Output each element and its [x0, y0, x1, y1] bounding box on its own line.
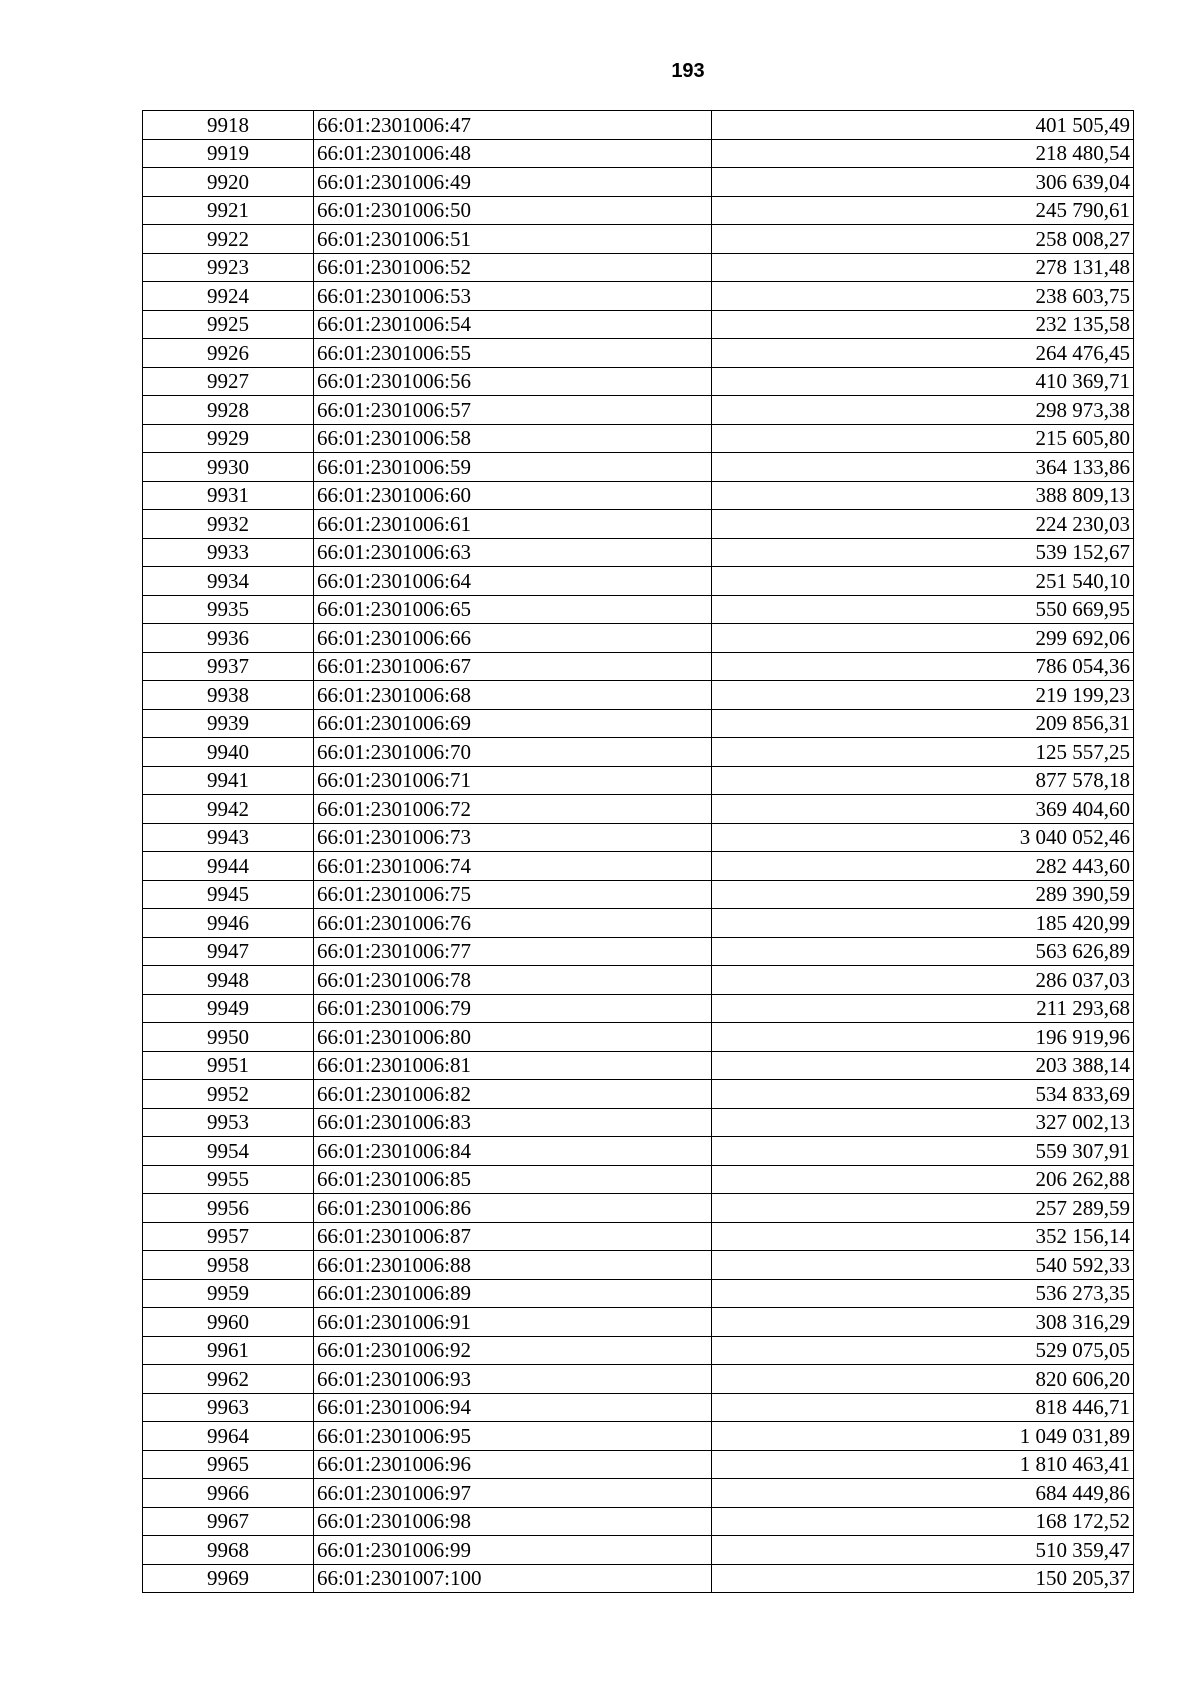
table-row	[143, 339, 1134, 368]
cadastral-number: 66:01:2301006:81	[314, 1051, 712, 1080]
cadastral-number: 66:01:2301006:75	[314, 880, 712, 909]
cadastral-value: 206 262,88	[712, 1165, 1134, 1194]
row-number: 9918	[143, 111, 314, 140]
cadastral-number: 66:01:2301006:52	[314, 253, 712, 282]
cadastral-number: 66:01:2301006:58	[314, 424, 712, 453]
cadastral-value: 232 135,58	[712, 310, 1134, 339]
row-number: 9949	[143, 994, 314, 1023]
table-row	[143, 139, 1134, 168]
row-number: 9920	[143, 168, 314, 197]
row-number: 9956	[143, 1194, 314, 1223]
table-row	[143, 681, 1134, 710]
row-number: 9950	[143, 1023, 314, 1052]
table-row	[143, 424, 1134, 453]
cadastral-number: 66:01:2301006:72	[314, 795, 712, 824]
cadastral-number: 66:01:2301006:66	[314, 624, 712, 653]
cadastral-number: 66:01:2301006:69	[314, 709, 712, 738]
cadastral-value: 150 205,37	[712, 1564, 1134, 1593]
row-number: 9932	[143, 510, 314, 539]
table-row	[143, 1251, 1134, 1280]
cadastral-number: 66:01:2301006:92	[314, 1336, 712, 1365]
cadastral-value: 818 446,71	[712, 1393, 1134, 1422]
table-row	[143, 1422, 1134, 1451]
table-row	[143, 1479, 1134, 1508]
cadastral-number: 66:01:2301006:48	[314, 139, 712, 168]
row-number: 9925	[143, 310, 314, 339]
table-row	[143, 738, 1134, 767]
row-number: 9937	[143, 652, 314, 681]
table-row	[143, 1450, 1134, 1479]
cadastral-number: 66:01:2301006:63	[314, 538, 712, 567]
cadastral-value: 278 131,48	[712, 253, 1134, 282]
row-number: 9927	[143, 367, 314, 396]
cadastral-value: 786 054,36	[712, 652, 1134, 681]
cadastral-value: 364 133,86	[712, 453, 1134, 482]
row-number: 9938	[143, 681, 314, 710]
cadastral-value: 298 973,38	[712, 396, 1134, 425]
cadastral-value: 534 833,69	[712, 1080, 1134, 1109]
cadastral-number: 66:01:2301006:91	[314, 1308, 712, 1337]
row-number: 9928	[143, 396, 314, 425]
table-row	[143, 1222, 1134, 1251]
cadastral-number: 66:01:2301006:78	[314, 966, 712, 995]
cadastral-value: 820 606,20	[712, 1365, 1134, 1394]
row-number: 9934	[143, 567, 314, 596]
row-number: 9959	[143, 1279, 314, 1308]
cadastral-value: 510 359,47	[712, 1536, 1134, 1565]
cadastral-value: 203 388,14	[712, 1051, 1134, 1080]
table-row	[143, 168, 1134, 197]
table-row	[143, 196, 1134, 225]
table-body	[143, 111, 1134, 1593]
cadastral-number: 66:01:2301006:53	[314, 282, 712, 311]
table-row	[143, 795, 1134, 824]
table-row	[143, 1536, 1134, 1565]
table-row	[143, 909, 1134, 938]
row-number: 9941	[143, 766, 314, 795]
row-number: 9947	[143, 937, 314, 966]
cadastral-value: 684 449,86	[712, 1479, 1134, 1508]
row-number: 9919	[143, 139, 314, 168]
cadastral-value: 3 040 052,46	[712, 823, 1134, 852]
row-number: 9955	[143, 1165, 314, 1194]
cadastral-value: 264 476,45	[712, 339, 1134, 368]
table-row	[143, 652, 1134, 681]
cadastral-value: 306 639,04	[712, 168, 1134, 197]
cadastral-value: 289 390,59	[712, 880, 1134, 909]
cadastral-number: 66:01:2301006:50	[314, 196, 712, 225]
cadastral-value: 388 809,13	[712, 481, 1134, 510]
row-number: 9936	[143, 624, 314, 653]
cadastral-number: 66:01:2301006:85	[314, 1165, 712, 1194]
table-row	[143, 282, 1134, 311]
cadastral-number: 66:01:2301006:51	[314, 225, 712, 254]
row-number: 9965	[143, 1450, 314, 1479]
cadastral-value: 196 919,96	[712, 1023, 1134, 1052]
row-number: 9930	[143, 453, 314, 482]
table-row	[143, 510, 1134, 539]
cadastral-number: 66:01:2301006:83	[314, 1108, 712, 1137]
table-row	[143, 994, 1134, 1023]
row-number: 9926	[143, 339, 314, 368]
cadastral-value: 529 075,05	[712, 1336, 1134, 1365]
cadastral-value: 238 603,75	[712, 282, 1134, 311]
cadastral-value: 1 810 463,41	[712, 1450, 1134, 1479]
cadastral-number: 66:01:2301006:87	[314, 1222, 712, 1251]
cadastral-number: 66:01:2301006:93	[314, 1365, 712, 1394]
cadastral-value: 410 369,71	[712, 367, 1134, 396]
cadastral-value: 168 172,52	[712, 1507, 1134, 1536]
cadastral-number: 66:01:2301006:71	[314, 766, 712, 795]
table-row	[143, 1336, 1134, 1365]
table-row	[143, 624, 1134, 653]
row-number: 9931	[143, 481, 314, 510]
cadastral-value: 308 316,29	[712, 1308, 1134, 1337]
cadastral-number: 66:01:2301006:68	[314, 681, 712, 710]
cadastral-value: 369 404,60	[712, 795, 1134, 824]
cadastral-value: 219 199,23	[712, 681, 1134, 710]
table-row	[143, 1051, 1134, 1080]
row-number: 9963	[143, 1393, 314, 1422]
cadastral-value: 125 557,25	[712, 738, 1134, 767]
row-number: 9962	[143, 1365, 314, 1394]
cadastral-value: 215 605,80	[712, 424, 1134, 453]
row-number: 9960	[143, 1308, 314, 1337]
row-number: 9935	[143, 595, 314, 624]
cadastral-number: 66:01:2301006:76	[314, 909, 712, 938]
table-row	[143, 852, 1134, 881]
cadastral-value: 299 692,06	[712, 624, 1134, 653]
cadastral-value: 327 002,13	[712, 1108, 1134, 1137]
cadastral-number: 66:01:2301006:56	[314, 367, 712, 396]
row-number: 9921	[143, 196, 314, 225]
table-row	[143, 1194, 1134, 1223]
cadastral-number: 66:01:2301006:73	[314, 823, 712, 852]
cadastral-number: 66:01:2301006:61	[314, 510, 712, 539]
table-row	[143, 1108, 1134, 1137]
cadastral-number: 66:01:2301006:97	[314, 1479, 712, 1508]
row-number: 9958	[143, 1251, 314, 1280]
cadastral-number: 66:01:2301006:67	[314, 652, 712, 681]
row-number: 9933	[143, 538, 314, 567]
table-row	[143, 1165, 1134, 1194]
row-number: 9969	[143, 1564, 314, 1593]
table-row	[143, 709, 1134, 738]
cadastral-number: 66:01:2301006:57	[314, 396, 712, 425]
table-row	[143, 823, 1134, 852]
cadastral-value: 540 592,33	[712, 1251, 1134, 1280]
cadastral-number: 66:01:2301006:54	[314, 310, 712, 339]
table-row	[143, 481, 1134, 510]
row-number: 9953	[143, 1108, 314, 1137]
cadastral-value: 563 626,89	[712, 937, 1134, 966]
cadastral-value: 185 420,99	[712, 909, 1134, 938]
cadastral-number: 66:01:2301006:98	[314, 1507, 712, 1536]
cadastral-number: 66:01:2301006:59	[314, 453, 712, 482]
row-number: 9967	[143, 1507, 314, 1536]
table-row	[143, 595, 1134, 624]
row-number: 9954	[143, 1137, 314, 1166]
cadastral-number: 66:01:2301006:47	[314, 111, 712, 140]
cadastral-value: 536 273,35	[712, 1279, 1134, 1308]
table-row	[143, 1080, 1134, 1109]
row-number: 9957	[143, 1222, 314, 1251]
table-row	[143, 253, 1134, 282]
cadastral-number: 66:01:2301006:95	[314, 1422, 712, 1451]
cadastral-number: 66:01:2301006:94	[314, 1393, 712, 1422]
table-row	[143, 310, 1134, 339]
table-row	[143, 111, 1134, 140]
cadastral-number: 66:01:2301006:55	[314, 339, 712, 368]
table-row	[143, 396, 1134, 425]
row-number: 9964	[143, 1422, 314, 1451]
row-number: 9968	[143, 1536, 314, 1565]
cadastral-number: 66:01:2301006:84	[314, 1137, 712, 1166]
cadastral-value: 209 856,31	[712, 709, 1134, 738]
row-number: 9945	[143, 880, 314, 909]
row-number: 9924	[143, 282, 314, 311]
table-row	[143, 538, 1134, 567]
cadastral-value: 218 480,54	[712, 139, 1134, 168]
cadastral-number: 66:01:2301006:74	[314, 852, 712, 881]
cadastral-value: 550 669,95	[712, 595, 1134, 624]
cadastral-value-table	[142, 110, 1134, 1593]
table-row	[143, 1393, 1134, 1422]
row-number: 9948	[143, 966, 314, 995]
row-number: 9944	[143, 852, 314, 881]
table-row	[143, 1308, 1134, 1337]
table-row	[143, 1279, 1134, 1308]
table-row	[143, 1507, 1134, 1536]
table-row	[143, 225, 1134, 254]
table-row	[143, 766, 1134, 795]
row-number: 9951	[143, 1051, 314, 1080]
row-number: 9923	[143, 253, 314, 282]
row-number: 9922	[143, 225, 314, 254]
cadastral-number: 66:01:2301007:100	[314, 1564, 712, 1593]
cadastral-value: 211 293,68	[712, 994, 1134, 1023]
cadastral-number: 66:01:2301006:99	[314, 1536, 712, 1565]
cadastral-value: 401 505,49	[712, 111, 1134, 140]
cadastral-value: 251 540,10	[712, 567, 1134, 596]
row-number: 9942	[143, 795, 314, 824]
cadastral-value: 877 578,18	[712, 766, 1134, 795]
row-number: 9943	[143, 823, 314, 852]
table-row	[143, 453, 1134, 482]
cadastral-value: 245 790,61	[712, 196, 1134, 225]
cadastral-value: 224 230,03	[712, 510, 1134, 539]
row-number: 9929	[143, 424, 314, 453]
cadastral-value: 1 049 031,89	[712, 1422, 1134, 1451]
cadastral-value: 559 307,91	[712, 1137, 1134, 1166]
row-number: 9961	[143, 1336, 314, 1365]
table-row	[143, 880, 1134, 909]
row-number: 9939	[143, 709, 314, 738]
row-number: 9952	[143, 1080, 314, 1109]
table-row	[143, 367, 1134, 396]
table-row	[143, 1564, 1134, 1593]
row-number: 9940	[143, 738, 314, 767]
cadastral-value: 352 156,14	[712, 1222, 1134, 1251]
table-row	[143, 1137, 1134, 1166]
row-number: 9966	[143, 1479, 314, 1508]
cadastral-number: 66:01:2301006:86	[314, 1194, 712, 1223]
cadastral-value: 282 443,60	[712, 852, 1134, 881]
page-number: 193	[671, 60, 705, 82]
cadastral-number: 66:01:2301006:80	[314, 1023, 712, 1052]
table-row	[143, 1023, 1134, 1052]
cadastral-number: 66:01:2301006:82	[314, 1080, 712, 1109]
table-row	[143, 1365, 1134, 1394]
cadastral-number: 66:01:2301006:89	[314, 1279, 712, 1308]
cadastral-number: 66:01:2301006:49	[314, 168, 712, 197]
cadastral-number: 66:01:2301006:77	[314, 937, 712, 966]
cadastral-number: 66:01:2301006:88	[314, 1251, 712, 1280]
table-row	[143, 937, 1134, 966]
cadastral-value: 539 152,67	[712, 538, 1134, 567]
cadastral-value: 257 289,59	[712, 1194, 1134, 1223]
table-row	[143, 966, 1134, 995]
cadastral-number: 66:01:2301006:70	[314, 738, 712, 767]
cadastral-number: 66:01:2301006:60	[314, 481, 712, 510]
cadastral-value: 258 008,27	[712, 225, 1134, 254]
cadastral-value: 286 037,03	[712, 966, 1134, 995]
cadastral-number: 66:01:2301006:79	[314, 994, 712, 1023]
cadastral-number: 66:01:2301006:64	[314, 567, 712, 596]
cadastral-number: 66:01:2301006:65	[314, 595, 712, 624]
cadastral-number: 66:01:2301006:96	[314, 1450, 712, 1479]
table-row	[143, 567, 1134, 596]
row-number: 9946	[143, 909, 314, 938]
